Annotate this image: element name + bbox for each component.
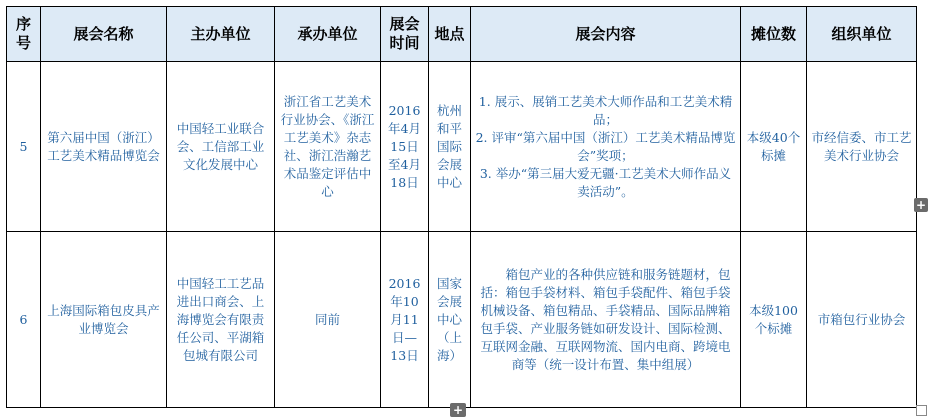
cell-name: 第六届中国（浙江）工艺美术精品博览会 (41, 62, 167, 232)
header-row (7, 7, 917, 62)
header-booths: 摊位数 (741, 7, 807, 62)
header-no: 序号 (7, 7, 41, 62)
cell-content (471, 232, 741, 408)
header-content: 展会内容 (471, 7, 741, 62)
cell-place: 国家会展中心（上海） (429, 232, 471, 408)
header-host: 主办单位 (167, 7, 275, 62)
content-line: 箱包产业的各种供应链和服务链题材，包括：箱包手袋材料、箱包手袋配件、箱包手袋机械设备、箱包精品、手袋精品、国际品牌箱包手袋、产业服务链如研发设计、国际检测、互联网金融、互联网物流、国内电商、跨境电商等（统一设计布置、集中组展） (480, 266, 731, 372)
exhibition-table (6, 6, 917, 408)
cell-booths: 本级100个标摊 (741, 232, 807, 408)
header-time: 展会时间 (381, 7, 429, 62)
header-organizer: 承办单位 (275, 7, 381, 62)
add-column-handle[interactable] (914, 198, 928, 212)
content-line: 3. 举办“第三届大爱无疆·工艺美术大师作品义卖活动”。 (479, 165, 732, 199)
cell-booths: 本级40个标摊 (741, 62, 807, 232)
resize-table-handle[interactable] (916, 405, 927, 416)
cell-unit: 市箱包行业协会 (807, 232, 917, 408)
cell-unit: 市经信委、市工艺美术行业协会 (807, 62, 917, 232)
cell-time: 2016年10月11日—13日 (381, 232, 429, 408)
table-row (7, 62, 917, 232)
cell-time: 2016年4月15日至4月18日 (381, 62, 429, 232)
add-row-handle[interactable] (450, 403, 466, 417)
cell-host: 中国轻工业联合会、工信部工业文化发展中心 (167, 62, 275, 232)
content-line: 2. 评审“第六届中国（浙江）工艺美术精品博览会”奖项； (475, 129, 736, 163)
cell-name: 上海国际箱包皮具产业博览会 (41, 232, 167, 408)
header-unit: 组织单位 (807, 7, 917, 62)
plus-icon: + (452, 403, 464, 417)
content-line: 1. 展示、展销工艺美术大师作品和工艺美术精品； (478, 93, 733, 127)
cell-organizer: 浙江省工艺美术行业协会、《浙江工艺美术》杂志社、浙江浩瀚艺术品鉴定评估中心 (275, 62, 381, 232)
cell-content (471, 62, 741, 232)
cell-host: 中国轻工工艺品进出口商会、上海博览会有限责任公司、平湖箱包城有限公司 (167, 232, 275, 408)
header-place: 地点 (429, 7, 471, 62)
table-row (7, 232, 917, 408)
cell-organizer: 同前 (275, 232, 381, 408)
cell-no: 6 (7, 232, 41, 408)
header-name: 展会名称 (41, 7, 167, 62)
cell-no: 5 (7, 62, 41, 232)
cell-place: 杭州和平国际会展中心 (429, 62, 471, 232)
plus-icon: + (915, 198, 927, 212)
